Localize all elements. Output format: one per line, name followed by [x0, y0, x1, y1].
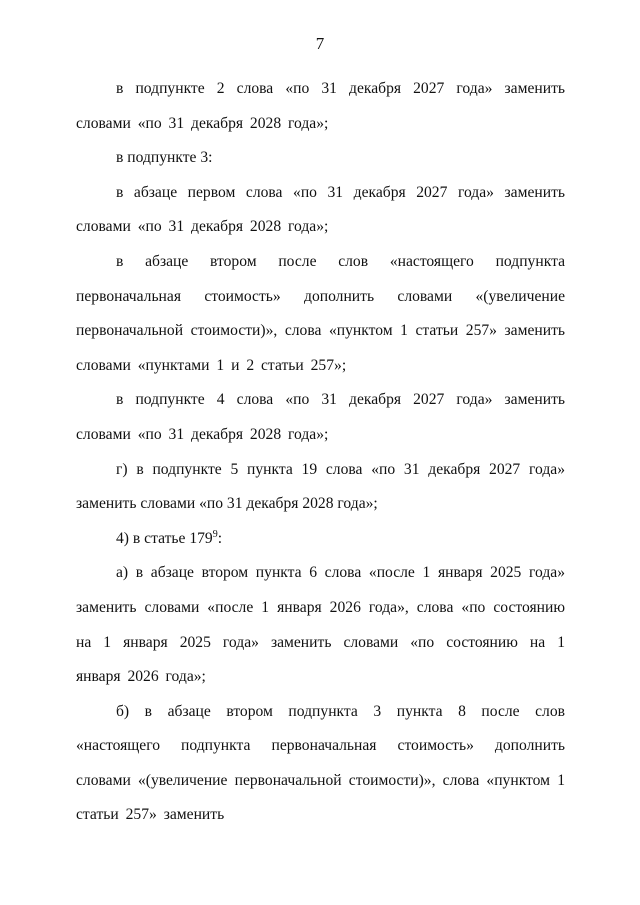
paragraph-subitem-3-heading: в подпункте 3: [116, 149, 213, 167]
paragraph-subitem-2: в подпункте 2 слова «по 31 декабря 2027 года» заменить словами «по 31 декабря 2028 года»; [76, 80, 565, 132]
paragraph-subitem-3-second-para: в абзаце втором после слов «настоящего подпункта первоначальная стоимость» дополнить словами «(увеличение первоначальной стоимости)», слова «пунктом 1 статьи 257» заменить словами «пунктами 1 и 2 статьи 257»; [76, 252, 565, 374]
article-item-prefix: 4) в статье 179 [116, 529, 213, 547]
article-item-suffix: : [217, 529, 223, 547]
page-number: 7 [315, 34, 325, 53]
paragraph-subitem-4: в подпункте 4 слова «по 31 декабря 2027 года» заменить словами «по 31 декабря 2028 года»; [76, 391, 565, 443]
paragraph-article-179 [76, 522, 565, 557]
document-body [76, 72, 565, 833]
article-number-superscript: 9 [212, 528, 218, 540]
paragraph-item-b: б) в абзаце втором подпункта 3 пункта 8 после слов «настоящего подпункта первоначальная стоимость» дополнить словами «(увеличение первоначальной стоимости)», слова «пунктом 1 статьи 257» заменить [76, 702, 565, 824]
paragraph-subitem-3-first-para: в абзаце первом слова «по 31 декабря 2027 года» заменить словами «по 31 декабря 2028 года»; [76, 183, 565, 236]
paragraph-item-a: а) в абзаце втором пункта 6 слова «после 1 января 2025 года» заменить словами «после 1 января 2026 года», слова «по состоянию на 1 января 2025 года» заменить словами «по состоянию на 1 января 2026 года»; [76, 564, 565, 686]
paragraph-item-g: г) в подпункте 5 пункта 19 слова «по 31 декабря 2027 года» заменить словами «по 31 декабря 2028 года»; [76, 460, 565, 513]
